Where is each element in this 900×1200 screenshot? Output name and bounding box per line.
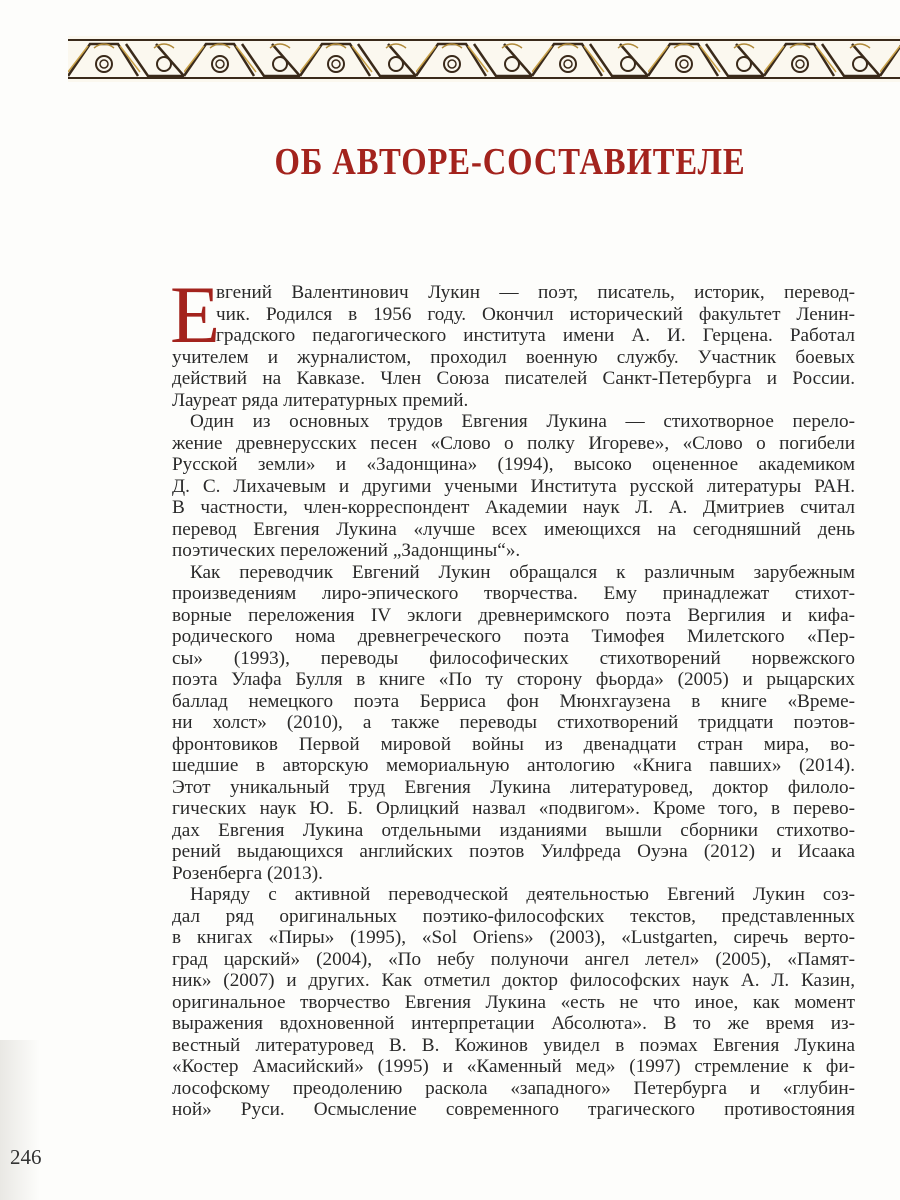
decorative-ornament-band <box>68 36 900 82</box>
text-line: действий на Кавказе. Член Союза писателей Санкт-Петербурга и России. <box>172 368 855 389</box>
page-title: ОБ АВТОРЕ-СОСТАВИТЕЛЕ <box>274 141 746 183</box>
text-line: дал ряд оригинальных поэтико-философских текстов, представленных <box>172 905 855 927</box>
text-line: Этот уникальный труд Евгения Лукина литературовед, доктор филоло- <box>172 776 855 798</box>
page-number: 246 <box>10 1145 42 1169</box>
text-line: в книгах «Пиры» (1995), «Sol Oriens» (2003), «Lustgarten, сиречь верто- <box>172 927 855 948</box>
text-line: вгений Валентинович Лукин — поэт, писатель, историк, перевод- <box>216 282 855 303</box>
text-line: лософскому преодолению раскола «западного» Петербурга и «глубин- <box>172 1077 855 1099</box>
text-line: произведениям лиро-эпического творчества. Ему принадлежат стихот- <box>172 583 855 604</box>
text-line: градского педагогического института имени А. И. Герцена. Работал <box>216 325 855 346</box>
text-line: В частности, член-корреспондент Академии наук Л. А. Дмитриев считал <box>172 497 855 518</box>
text-line: град царский» (2004), «По небу полуночи ангел летел» (2005), «Памят- <box>172 948 855 970</box>
drop-cap: Е <box>170 269 221 360</box>
text-line: поэтических переложений „Задонщины“». <box>172 540 521 561</box>
text-line: перевод Евгения Лукина «лучше всех имеющихся на сегодняшний день <box>172 518 855 540</box>
text-line: выражения вдохновенной интерпретации Абсолюта». В то же время из- <box>172 1013 855 1034</box>
text-line: вестный литературовед В. В. Кожинов увидел в поэмах Евгения Лукина <box>172 1034 855 1056</box>
article-body <box>170 269 855 1121</box>
text-line: оригинальное творчество Евгения Лукина «есть не что иное, как момент <box>172 991 855 1013</box>
text-line: жение древнерусских песен «Слово о полку Игореве», «Слово о погибели <box>172 432 855 454</box>
text-line: ной» Руси. Осмысление современного трагического противостояния <box>172 1099 855 1120</box>
text-line: Наряду с активной переводческой деятельностью Евгений Лукин соз- <box>190 884 855 905</box>
text-line: Один из основных трудов Евгения Лукина — стихотворное перело- <box>190 411 855 432</box>
text-line: сы» (1993), переводы философических стихотворений норвежского <box>172 647 855 669</box>
scan-edge-shadow <box>0 1040 40 1200</box>
text-line: ворные переложения IV эклоги древнеримского поэта Вергилия и кифа- <box>172 604 855 626</box>
text-line: поэта Улафа Булля в книге «По ту сторону фьорда» (2005) и рыцарских <box>172 669 855 690</box>
text-line: фронтовиков Первой мировой войны из двенадцати стран мира, во- <box>172 733 855 755</box>
text-line: рений выдающихся английских поэтов Уилфреда Оуэна (2012) и Исаака <box>172 841 855 862</box>
text-line: Русской земли» и «Задонщина» (1994), высоко оцененное академиком <box>172 454 855 475</box>
text-line: ни холст» (2010), а также переводы стихотворений тридцати поэтов- <box>172 712 855 733</box>
text-line: родического нома древнегреческого поэта Тимофея Милетского «Пер- <box>172 626 855 647</box>
text-line: шедшие в авторскую мемориальную антологию «Книга павших» (2014). <box>172 755 855 776</box>
text-line: Как переводчик Евгений Лукин обращался к различным зарубежным <box>190 561 855 583</box>
text-line: Розенберга (2013). <box>172 862 323 884</box>
text-line: Д. С. Лихачевым и другими учеными Института русской литературы РАН. <box>172 475 855 497</box>
text-line: чик. Родился в 1956 году. Окончил исторический факультет Ленин- <box>216 303 855 325</box>
paragraph <box>172 411 855 562</box>
text-line: учителем и журналистом, проходил военную службу. Участник боевых <box>172 346 855 368</box>
text-line: баллад немецкого поэта Берриса фон Мюнхгаузена в книге «Време- <box>172 690 855 712</box>
paragraph <box>172 884 855 1121</box>
text-line: гических наук Ю. Б. Орлицкий назвал «подвигом». Кроме того, в перево- <box>172 798 855 819</box>
text-line: «Костер Амасийский» (1995) и «Каменный мед» (1997) стремление к фи- <box>172 1056 855 1077</box>
text-line: Лауреат ряда литературных премий. <box>172 389 469 411</box>
paragraph <box>172 562 855 885</box>
paragraph <box>170 269 855 411</box>
text-line: дах Евгения Лукина отдельными изданиями вышли сборники стихотво- <box>172 819 855 841</box>
text-line: ник» (2007) и других. Как отметил доктор философских наук А. Л. Казин, <box>172 970 855 991</box>
